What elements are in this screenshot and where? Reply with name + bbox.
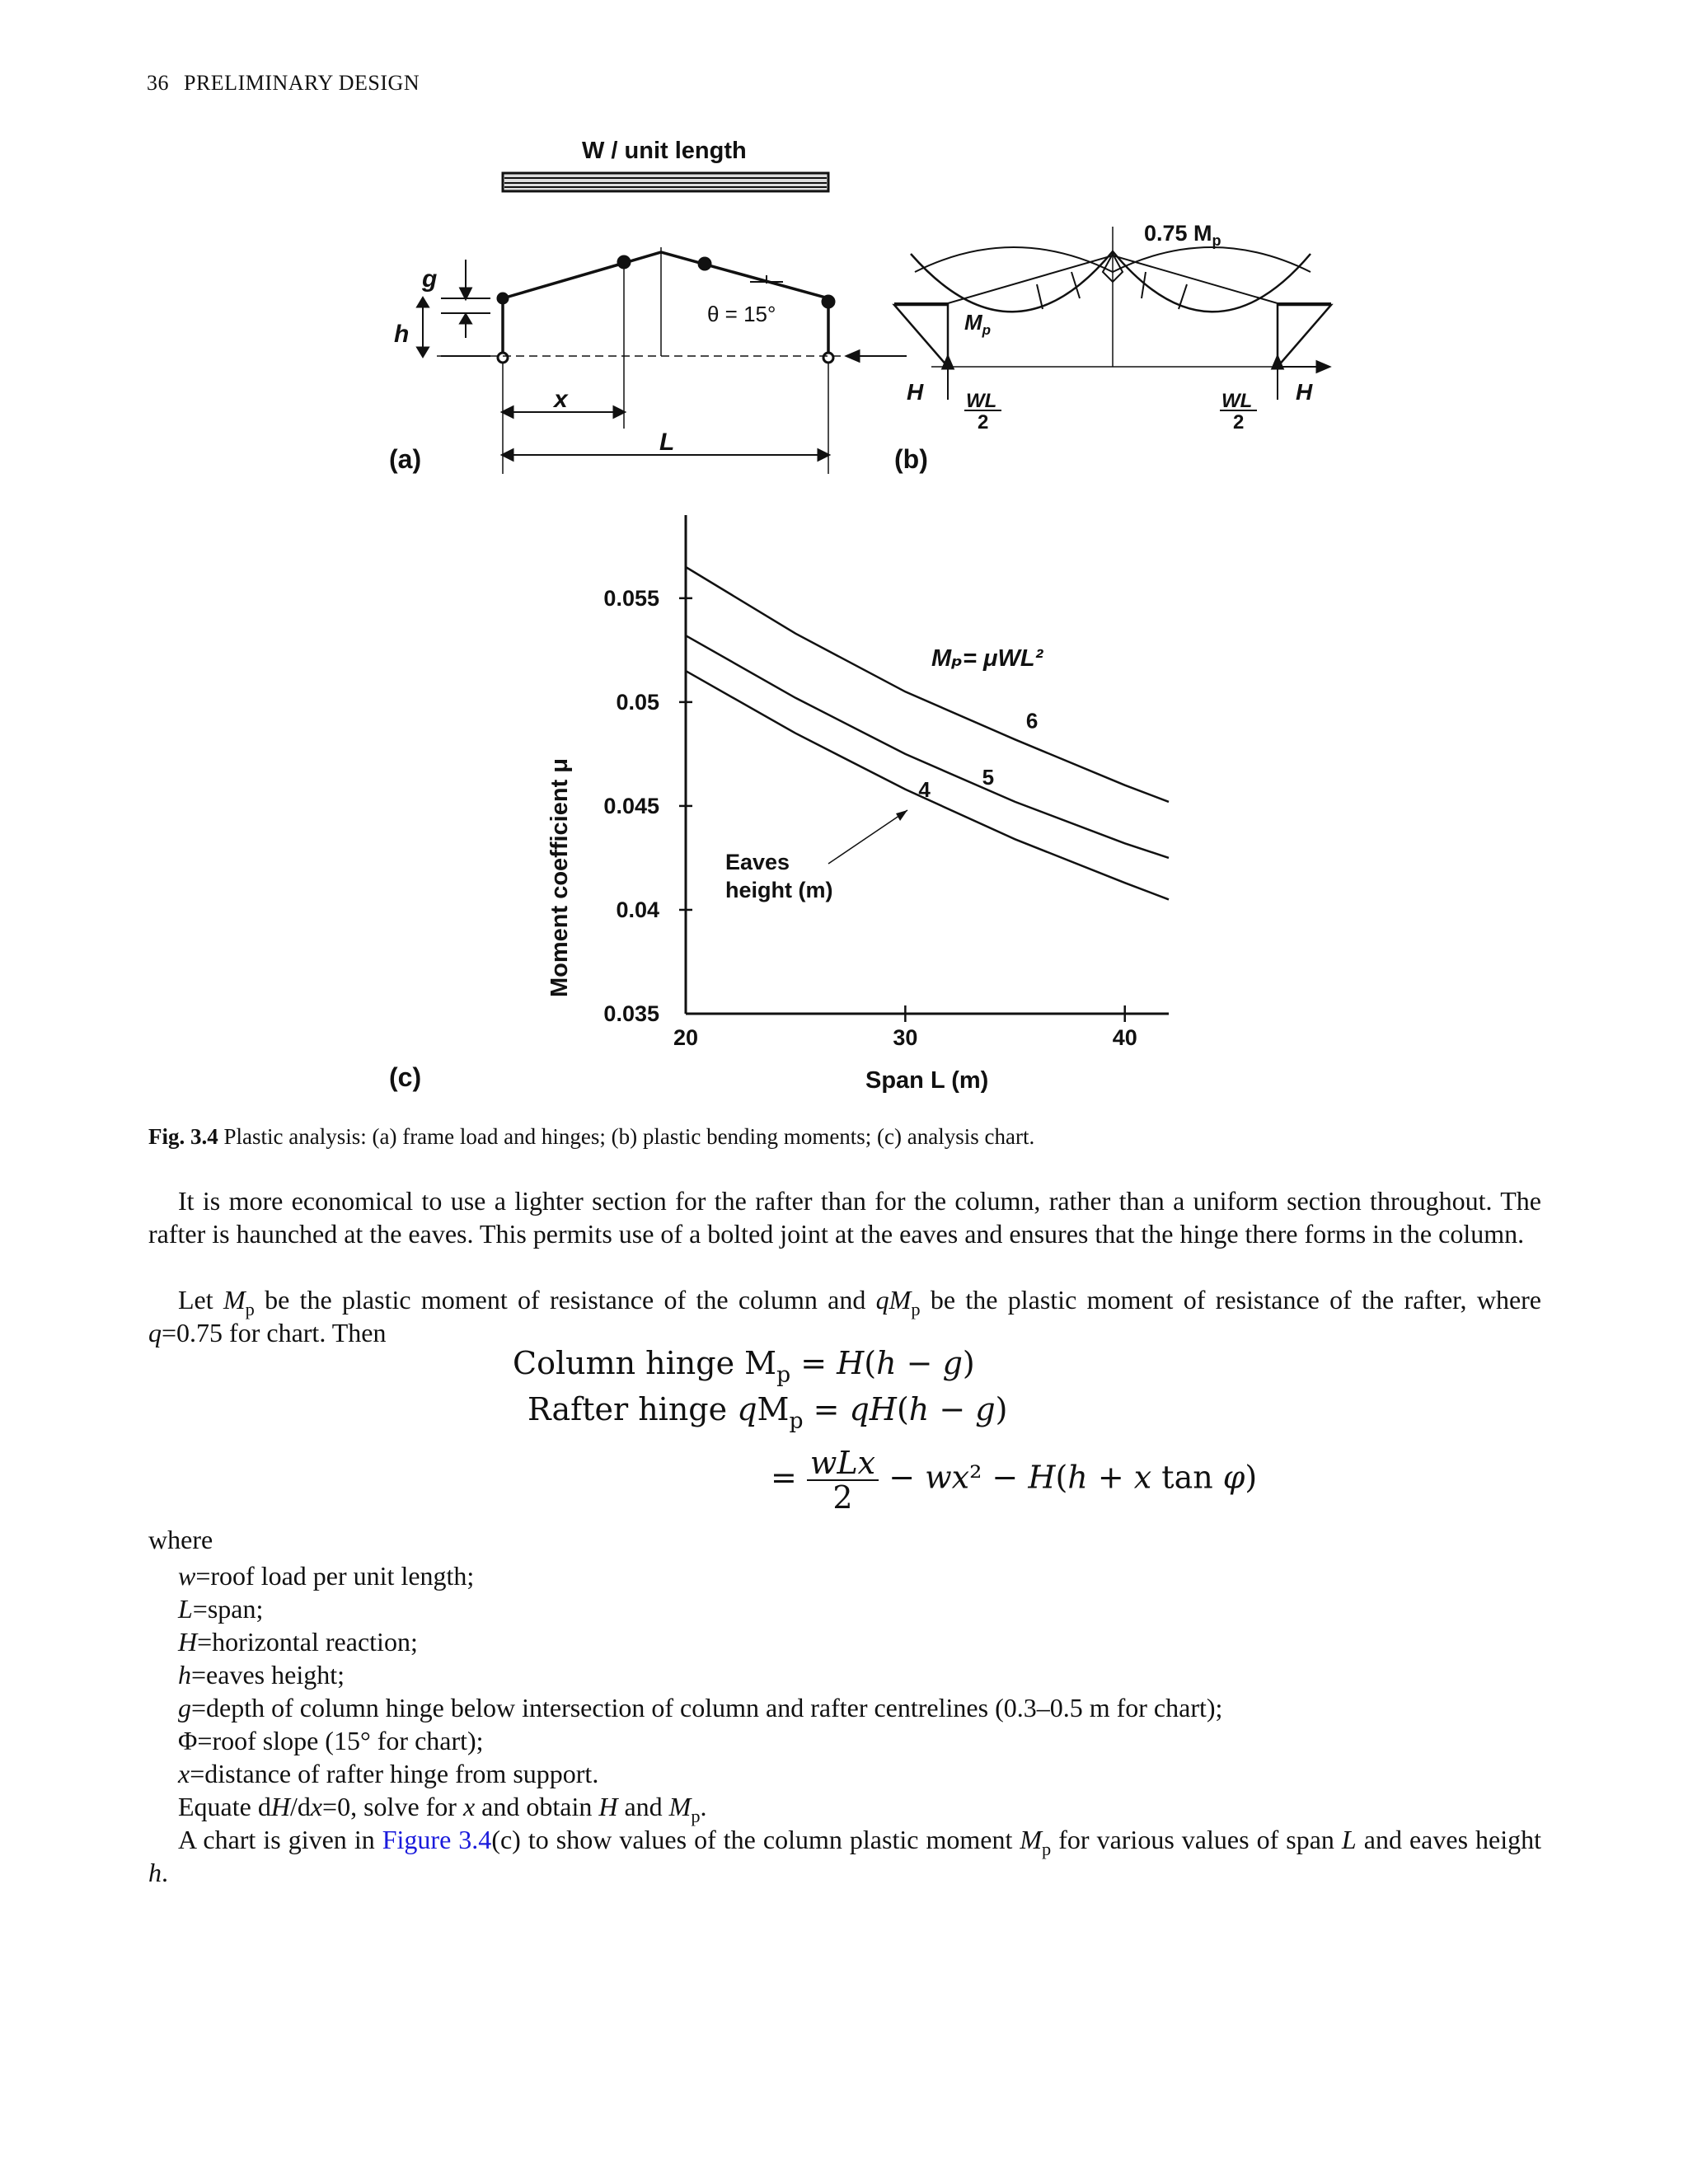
wl-right: WL [1221, 390, 1253, 412]
y-tick-label: 0.055 [603, 585, 659, 611]
label-x: x [554, 386, 568, 413]
chart-y-label: Moment coefficient μ [546, 757, 573, 997]
x-tick-label: 20 [673, 1025, 699, 1050]
x-tick-label: 40 [1112, 1025, 1137, 1050]
figure-link[interactable]: Figure 3.4 [382, 1825, 492, 1854]
panel-c-label: (c) [389, 1062, 422, 1092]
definition-symbol: h [178, 1660, 191, 1690]
label-g: g [422, 265, 438, 293]
h-right-label: H [1296, 379, 1313, 405]
chart-x-label: Span L (m) [865, 1067, 989, 1094]
chart-formula: Mₚ= μWL² [931, 645, 1043, 672]
caption-text: Plastic analysis: (a) frame load and hinges; (b) plastic bending moments; (c) analysis chart. [223, 1124, 1035, 1149]
y-tick-label: 0.045 [603, 793, 659, 818]
definition-item [178, 1592, 1222, 1625]
panel-a-label: (a) [389, 444, 422, 474]
analysis-chart [0, 494, 1688, 1104]
definition-text: =horizontal reaction; [197, 1627, 418, 1657]
definition-item [178, 1757, 1222, 1790]
series-label-4: 4 [918, 776, 931, 802]
definition-text: =roof slope (15° for chart); [197, 1726, 484, 1755]
y-tick-label: 0.04 [616, 897, 659, 922]
definition-item [178, 1559, 1222, 1592]
annotation-leader [828, 810, 907, 864]
x-tick-label: 30 [893, 1025, 918, 1050]
wl-right-den: 2 [1233, 411, 1245, 434]
definition-symbol: L [178, 1594, 193, 1624]
definition-item [178, 1691, 1222, 1724]
paragraph-last: A chart is given in Figure 3.4(c) to show values of the column plastic moment $M_p$ for various values of span L and eaves height h. [148, 1825, 1542, 1887]
caption-label: Fig. 3.4 [148, 1124, 218, 1149]
definition-symbol: x [178, 1759, 190, 1788]
y-tick-label: 0.035 [603, 1001, 659, 1026]
equate-line: Equate dH/dx=0, solve for x and obtain H and $M_p$. [178, 1792, 707, 1826]
chart-annotation: Eaves height (m) [725, 850, 833, 902]
h-left-label: H [907, 379, 924, 405]
load-label: W / unit length [582, 138, 747, 164]
moment-label: 0.75 $M_p$ [1144, 221, 1221, 249]
definition-text: =roof load per unit length; [195, 1561, 475, 1591]
definition-symbol: w [178, 1561, 196, 1591]
paragraph-2: Let $M_p$ be the plastic moment of resistance of the column and $qM_p$ be the plastic moment of resistance of the rafter, where q=0.75 for chart. Then [148, 1285, 1542, 1347]
page-number: 36 [147, 71, 169, 95]
equation-column-hinge: Column hinge $M_p = H(h - g)$ [513, 1345, 975, 1388]
y-tick-label: 0.05 [616, 689, 659, 715]
definition-text: =depth of column hinge below intersection of column and rafter centrelines (0.3–0.5 m for chart); [191, 1693, 1223, 1722]
figure-caption [148, 1124, 1034, 1150]
label-h: h [394, 321, 410, 348]
figure-frame-diagrams [0, 0, 1688, 527]
series-label-6: 6 [1025, 708, 1039, 733]
definition-symbol: g [178, 1693, 191, 1722]
frame-a [503, 252, 828, 356]
where-label: where [148, 1525, 213, 1554]
series-line-6 [686, 567, 1169, 802]
definition-item [178, 1625, 1222, 1658]
annotation-arrowhead [896, 810, 907, 821]
definition-text: =eaves height; [191, 1660, 345, 1690]
equation-rafter-hinge: Rafter hinge $qM_p = qH(h - g)$ [528, 1391, 1008, 1434]
wl-left: WL [966, 390, 997, 412]
panel-b-label: (b) [894, 444, 928, 474]
paragraph-1: It is more economical to use a lighter section for the rafter than for the column, rather than a uniform section throughout. The rafter is haunched at the eaves. This permits use of a bolted joint at the eaves and ensures that the hinge there forms in the column. [148, 1186, 1541, 1249]
definitions-list [178, 1559, 1222, 1790]
label-L: L [659, 429, 675, 456]
series-line-5 [686, 635, 1169, 858]
wl-left-den: 2 [978, 411, 989, 434]
definition-symbol: H [178, 1627, 198, 1657]
definition-item [178, 1724, 1222, 1757]
definition-text: =distance of rafter hinge from support. [190, 1759, 599, 1788]
equation-rafter-expansion: = $\frac{\text{wLx}}{2}$ − wx² − H(h + x tan φ) [771, 1445, 1258, 1516]
definition-symbol: Φ [178, 1726, 198, 1755]
series-label-5: 5 [982, 764, 995, 790]
section-title: PRELIMINARY DESIGN [184, 71, 420, 95]
definition-item [178, 1658, 1222, 1691]
definition-text: =span; [192, 1594, 264, 1624]
angle-label: θ = 15° [707, 302, 776, 326]
mp-label: $M_p$ [964, 310, 992, 338]
